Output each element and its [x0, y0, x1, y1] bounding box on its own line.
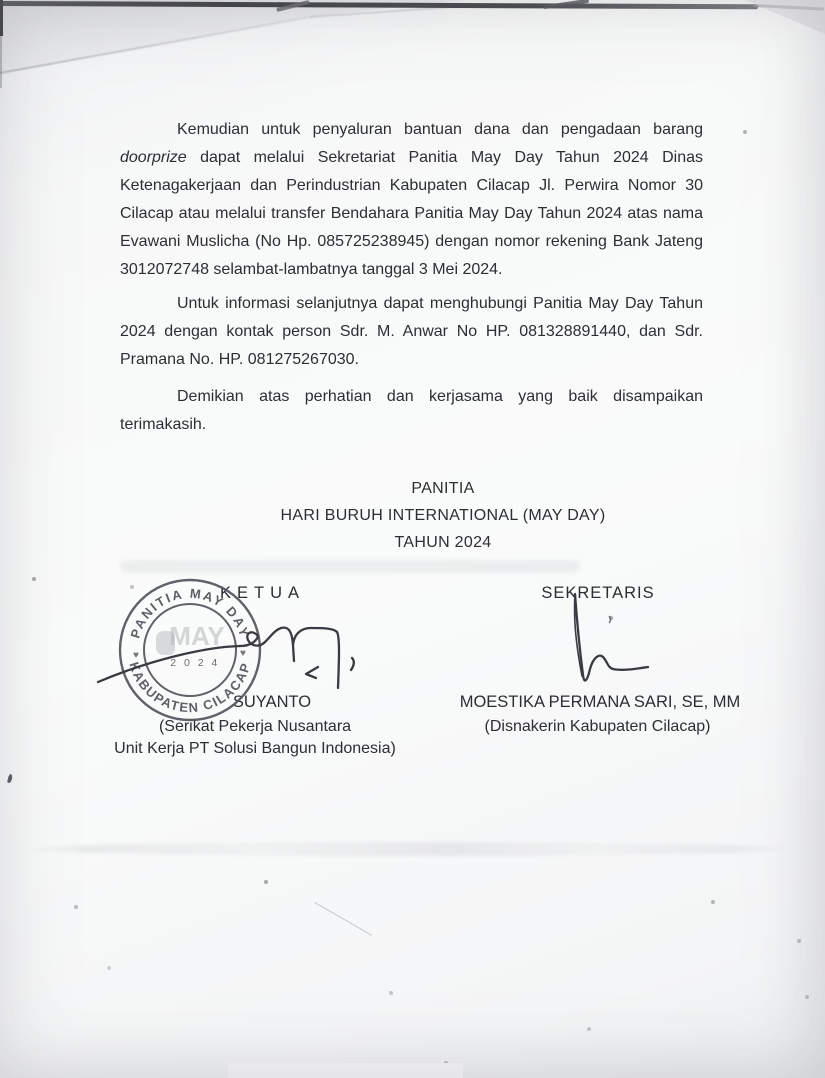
scan-smudge	[120, 560, 580, 573]
signature-ketua-tick	[306, 667, 318, 678]
org-line: (Serikat Pekerja Nusantara	[158, 718, 352, 735]
paragraph-closing: Demikian atas perhatian dan kerjasama yang baik disampaikan terimakasih.	[120, 388, 703, 433]
paragraph-text: Kemudian untuk penyaluran bantuan dana dan pengadaan barang	[177, 121, 703, 138]
org-line: (Disnakerin Kabupaten Cilacap)	[484, 718, 711, 735]
committee-line-year: TAHUN 2024	[394, 534, 492, 551]
scan-corner-shade	[745, 0, 825, 34]
committee-line-event: HARI BURUH INTERNATIONAL (MAY DAY)	[280, 507, 606, 524]
committee-round-stamp	[117, 577, 263, 723]
scan-dust-specks	[0, 0, 2, 2]
stamp-bottom-text: KABUPATEN CILACAP	[126, 660, 254, 716]
paragraph-text: dapat melalui Sekretariat Panitia May Day Tahun 2024 Dinas Ketenagakerjaan dan Perindustrian Kabupaten Cilacap Jl. Perwira Nomor 30 Cilacap atau melalui transfer Bendahara Panitia May Day Tahun 2024 atas nama Evawani Muslicha (No Hp. 085725238945) dengan nomor rekening Bank Jateng 3012072748 selambat-lambatnya tanggal 3 Mei 2024.	[120, 149, 703, 278]
signatory-org-sekretaris	[460, 716, 735, 738]
signature-sekretaris	[575, 594, 648, 681]
stamp-center-logo-text: MAY	[169, 621, 225, 651]
scan-scratch	[315, 902, 373, 936]
committee-heading	[208, 475, 678, 556]
scan-bottom-edge	[228, 1063, 463, 1078]
scan-left-edge-shadow	[0, 0, 3, 36]
scan-smudge	[25, 842, 795, 856]
paragraph-donation-info	[120, 116, 703, 284]
paragraph-contact-info: Untuk informasi selanjutnya dapat menghubungi Panitia May Day Tahun 2024 dengan kontak person Sdr. M. Anwar No HP. 081328891440, dan Sdr. Pramana No. HP. 081275267030.	[120, 295, 703, 368]
signatory-name-sekretaris: MOESTIKA PERMANA SARI, SE, MM	[459, 693, 741, 711]
scan-ink-speck	[609, 616, 611, 623]
scan-left-edge-fade	[0, 36, 2, 88]
signature-ketua-apostrophe	[351, 658, 354, 670]
stamp-heart-right-icon: ♥	[240, 648, 246, 659]
stamp-center-year: 2 0 2 4	[170, 657, 220, 669]
scan-ink-speck	[7, 774, 13, 784]
letter-body	[120, 116, 703, 439]
italic-word-doorprize: doorprize	[120, 149, 187, 166]
role-sekretaris-label: SEKRETARIS	[541, 584, 655, 602]
stamp-top-text: PANITIA MAY DAY	[127, 585, 253, 641]
role-ketua-label: KETUA	[219, 584, 305, 602]
signature-sekretaris-upstroke	[575, 594, 582, 676]
stamp-heart-left-icon: ♥	[133, 650, 139, 661]
signatory-name-ketua: SUYANTO	[232, 693, 312, 711]
org-line: Unit Kerja PT Solusi Bangun Indonesia)	[114, 740, 396, 757]
committee-line-panitia: PANITIA	[411, 480, 475, 497]
